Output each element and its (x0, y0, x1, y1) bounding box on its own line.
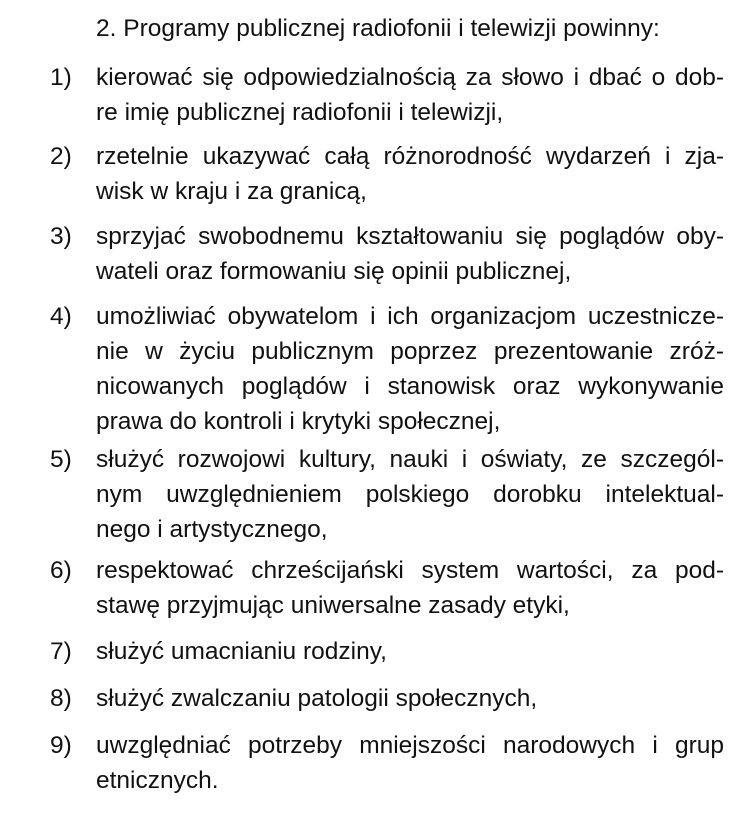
list-item-number: 4) (50, 303, 72, 330)
list-item-text-line: wisk w kraju i za granicą, (96, 178, 367, 205)
list-item-text-line: sprzyjać swobodnemu kształtowaniu się poglądów oby- (96, 223, 724, 250)
list-item-text-line: kierować się odpowiedzialnością za słowo i dbać o dob- (96, 64, 724, 91)
list-item-text-line: wateli oraz formowaniu się opinii publicznej, (96, 258, 572, 285)
list-item-text-line: służyć zwalczaniu patologii społecznych, (96, 685, 538, 712)
list-item-text-line: nym uwzględnieniem polskiego dorobku intelektual- (96, 481, 724, 508)
list-item-text-line: respektować chrześcijański system wartości, za pod- (96, 557, 724, 584)
section-intro: 2. Programy publicznej radiofonii i telewizji powinny: (96, 15, 660, 42)
list-item-text-line: stawę przyjmując uniwersalne zasady etyki, (96, 592, 570, 619)
list-item-number: 1) (50, 64, 72, 91)
list-item-text-line: nie w życiu publicznym poprzez prezentowanie zróż- (96, 338, 724, 365)
list-item-text-line: nicowanych poglądów i stanowisk oraz wykonywanie (96, 373, 724, 400)
list-item-number: 6) (50, 557, 72, 584)
list-item-text-line: re imię publicznej radiofonii i telewizji, (96, 99, 504, 126)
list-item-number: 7) (50, 638, 72, 665)
list-item-number: 2) (50, 143, 72, 170)
list-item-number: 8) (50, 685, 72, 712)
list-item-text-line: służyć rozwojowi kultury, nauki i oświaty, ze szczegól- (96, 446, 724, 473)
list-item-text-line: służyć umacnianiu rodziny, (96, 638, 387, 665)
list-item-number: 3) (50, 223, 72, 250)
list-item-text-line: prawa do kontroli i krytyki społecznej, (96, 408, 501, 435)
list-item-number: 9) (50, 732, 72, 759)
list-item-text-line: etnicznych. (96, 767, 219, 794)
list-item-text-line: umożliwiać obywatelom i ich organizacjom uczestnicze- (96, 303, 724, 330)
list-item-text-line: nego i artystycznego, (96, 516, 328, 543)
list-item-number: 5) (50, 446, 72, 473)
list-item-text-line: uwzględniać potrzeby mniejszości narodowych i grup (96, 732, 724, 759)
list-item-text-line: rzetelnie ukazywać całą różnorodność wydarzeń i zja- (96, 143, 724, 170)
